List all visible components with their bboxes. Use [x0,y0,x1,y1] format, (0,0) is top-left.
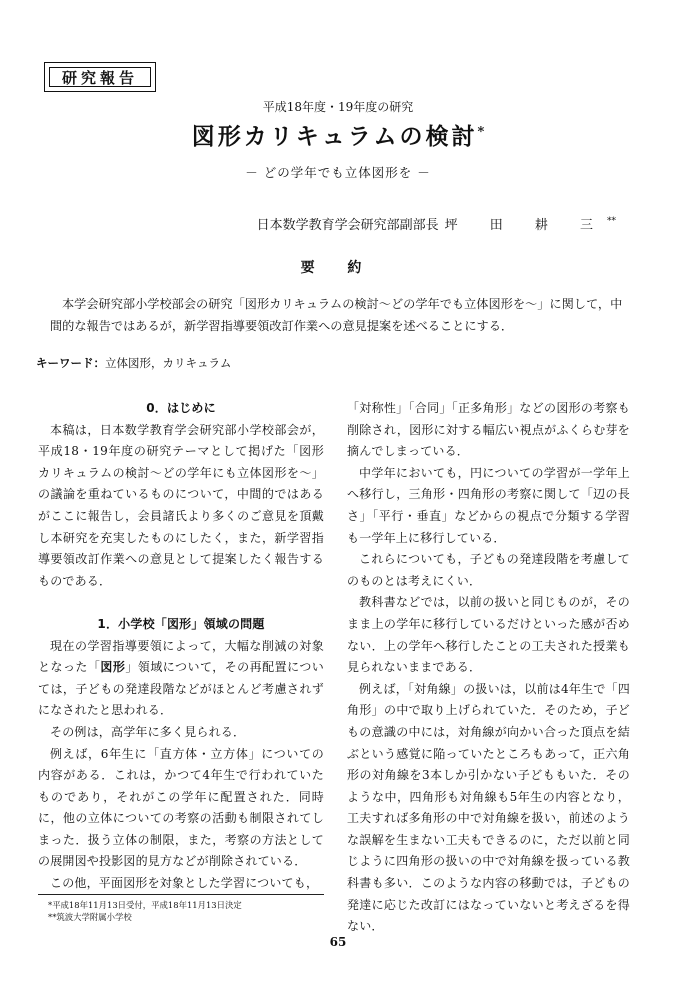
right-paragraph-4: 教科書などでは，以前の扱いと同じものが，そのまま上の学年に移行しているだけといった感が否めない．上の学年へ移行したことの工夫された授業も見られないままである． [347,595,630,675]
page-number: 65 [329,935,347,949]
section-label-box [44,62,156,92]
right-paragraph-3: これらについても，子どもの発達段階を考慮してのものとは考えにくい． [347,552,630,588]
section-label: 研究報告 [49,67,151,87]
right-paragraph-5: 例えば，「対角線」の扱いは，以前は4年生で「四角形」の中で取り上げられていた．そのため，子どもの意識の中には，対角線が向かい合った頂点を結ぶという感覚に陥っていたところもあって，正六角形の対角線を3本しか引かない子どももいた．そのような中，四角形も対角線も5年生の内容となり，工夫すれば多角形の中で対角線を扱い，前述のような誤解を生まない工夫もできるのに，ただ以前と同じように四角形の扱いの中で対角線を扱っている教科書も多い．このような内容の移動では，子どもの発達に応じた改訂にはなっていないと考えざるを得ない． [347,681,630,934]
section-1-paragraph-1: 現在の学習指導要領によって，大幅な削減の対象となった「図形」領域について，その再配置については，子どもの発達段階などがほとんど考慮されずになされたと思われる． [38,638,324,718]
footnote-divider [38,894,324,895]
abstract-text: 本学会研究部小学校部会の研究「図形カリキュラムの検討～どの学年でも立体図形を～」に関して，中間的な報告ではあるが，新学習指導要領改訂作業への意見提案を述べることにする． [50,297,623,333]
title-text: 図形カリキュラムの検討 [191,123,478,150]
abstract-heading: 要 約 [300,260,376,276]
author-name: 坪 田 耕 三 [444,218,607,233]
section-1-paragraph-4: この他，平面図形を対象とした学習についても， [50,876,319,891]
left-column [38,398,324,895]
footnote-1: *平成18年11月13日受付，平成18年11月13日決定 [48,900,242,910]
right-column [347,398,630,938]
section-1-paragraph-2: その例は，高学年に多く見られる． [50,724,246,739]
keywords-line [36,355,231,371]
section-0-heading: 0．はじめに [146,401,216,415]
paper-subtitle: － どの学年でも立体図形を － [245,165,431,180]
keywords-label: キーワード： [36,356,105,370]
author-mark: ** [607,216,616,227]
series-line: 平成18年度・19年度の研究 [262,100,414,114]
section-1-heading: 1．小学校「図形」領域の問題 [97,616,265,631]
footnote-2: **筑波大学附属小学校 [48,912,132,922]
title-mark: * [477,124,485,140]
keywords-values: 立体図形，カリキュラム [105,356,232,370]
author-line [257,214,616,233]
right-paragraph-1: 「対称性」「合同」「正多角形」などの図形の考察も削除され，図形に対する幅広い視点がふくらむ芽を摘んでしまっている． [347,401,630,459]
section-0-paragraph-1: 本稿は，日本数学教育学会研究部小学校部会が，平成18・19年度の研究テーマとして掲げた「図形カリキュラムの検討～どの学年にも立体図形を～」の議論を重ねているものについて，中間的ではあるがここに報告し，会員諸氏より多くのご意見を頂戴し本研究を充実したものにしたく，また，新学習指導要領改訂作業への意見として提案したく報告するものである． [38,422,324,588]
section-1-paragraph-3: 例えば，6年生に「直方体・立方体」についての内容がある．これは，かつて4年生で行われていたものであり，それがこの学年に配置された．同時に，他の立体についての考察の活動も制限されてしまった．扱う立体の制限，また，考察の方法としての展開図や投影図的見方などが削除されている． [38,746,324,869]
right-paragraph-2: 中学年においても，円についての学習が一学年上へ移行し，三角形・四角形の考察に関して「辺の長さ」「平行・垂直」などからの視点で分類する学習も一学年上に移行している． [347,465,630,545]
author-affiliation: 日本数学教育学会研究部副部長 [256,218,439,233]
paper-title [0,118,676,151]
